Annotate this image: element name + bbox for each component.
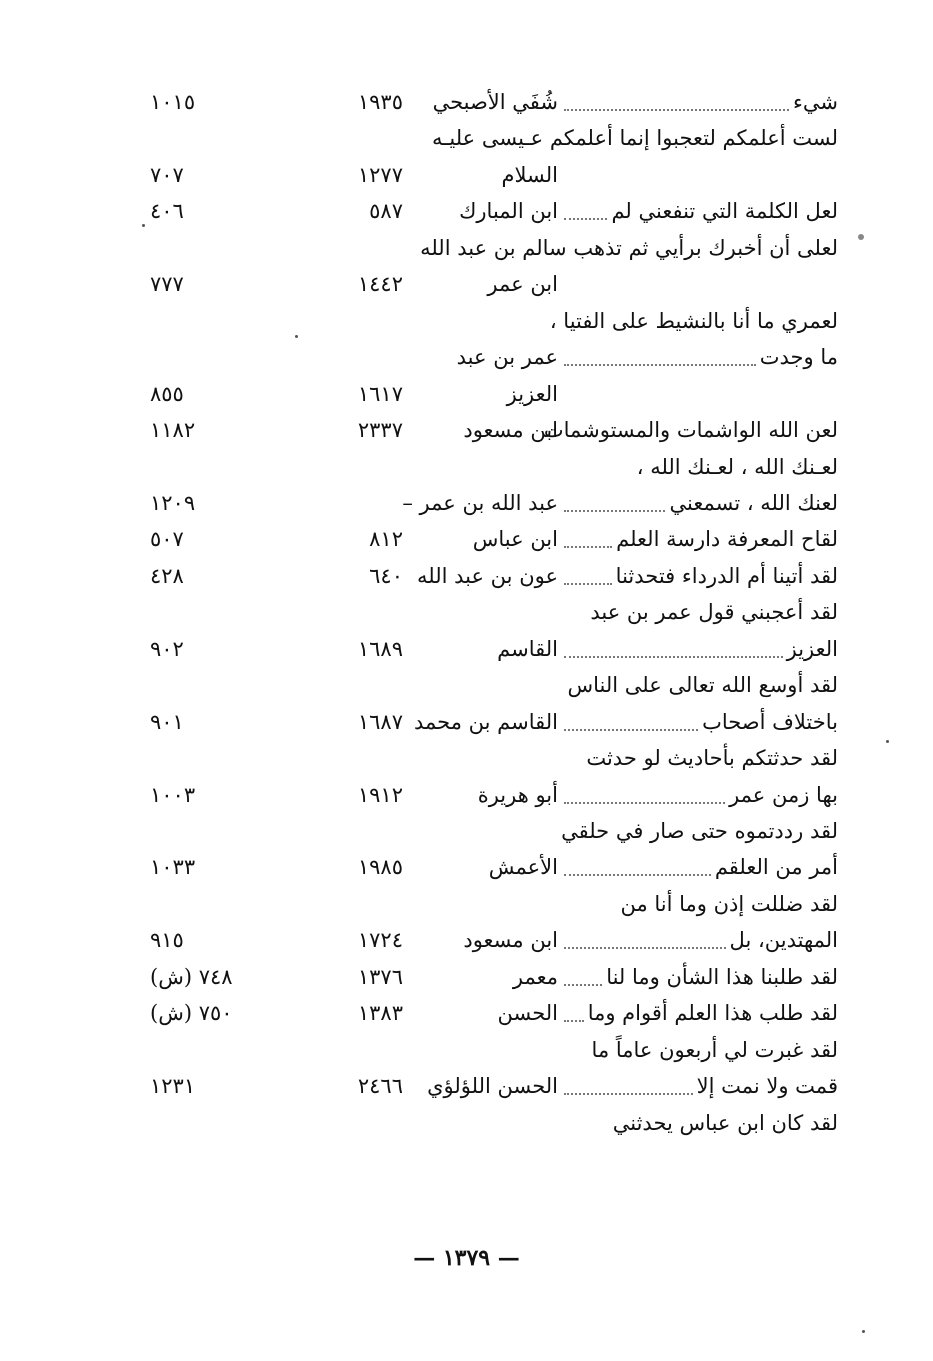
scan-speck: [858, 234, 864, 240]
entry-text: لعمري ما أنا بالنشيط على الفتيا ،: [549, 309, 838, 333]
narrator-name: عمر بن عبد: [456, 345, 558, 369]
narrator-name: ابن مسعود: [463, 418, 558, 442]
page-reference: ٩٠١: [150, 710, 184, 734]
narrator-name: ابن مسعود: [463, 928, 558, 952]
entry-text-cell: [560, 849, 838, 885]
narrator-name: شُفَي الأصبحي: [432, 90, 558, 114]
entry-text-cell: [560, 959, 838, 995]
narrator-name: الحسن اللؤلؤي: [427, 1074, 558, 1098]
index-entry-row: [78, 266, 838, 302]
entry-text: لقد أوسع الله تعالى على الناس: [567, 673, 838, 697]
reference-number: ٢٤٦٦: [357, 1074, 403, 1098]
page-reference: ٨٥٥: [150, 382, 184, 406]
reference-number: ٢٣٣٧: [357, 418, 403, 442]
entry-text-cell: [560, 485, 838, 521]
page-reference: ١٠٣٣: [150, 855, 196, 879]
reference-number: ١٢٧٧: [357, 163, 403, 187]
leader-dots: [564, 656, 783, 658]
leader-dots: [564, 546, 612, 548]
index-entry-row: [78, 886, 838, 922]
leader-dots: [564, 729, 698, 731]
reference-number: ١٦٨٩: [357, 637, 403, 661]
index-entry-row: [78, 303, 838, 339]
entry-text: لقاح المعرفة دارسة العلم: [616, 527, 838, 551]
entry-text-cell: [560, 995, 838, 1031]
narrator-name: القاسم: [497, 637, 558, 661]
index-entry-row: [78, 959, 838, 995]
leader-dots: [564, 874, 711, 876]
index-entry-row: [78, 631, 838, 667]
reference-number: ١٩١٢: [357, 783, 403, 807]
narrator-name: القاسم بن محمد: [414, 710, 558, 734]
entry-text-cell: [560, 777, 838, 813]
reference-number: ١٣٨٣: [357, 1001, 403, 1025]
index-entry-row: [78, 376, 838, 412]
index-entry-row: [78, 704, 838, 740]
index-entry-row: [78, 777, 838, 813]
leader-dots: [564, 1020, 584, 1022]
entry-text: لقد طلب هذا العلم أقوام وما: [587, 1001, 838, 1025]
page-reference: ١١٨٢: [150, 418, 196, 442]
page-reference: ٤٠٦: [150, 199, 184, 223]
reference-number: ٦٤٠: [369, 564, 403, 588]
leader-dots: [564, 218, 607, 220]
leader-dots: [564, 947, 726, 949]
index-entry-row: [78, 849, 838, 885]
entry-text-cell: [560, 1068, 838, 1104]
entry-text-cell: [560, 558, 838, 594]
entry-text: أمر من العلقم: [714, 855, 838, 879]
index-entry-row: [78, 995, 838, 1031]
page-reference: ٧٤٨ (ش): [150, 965, 233, 989]
entry-text: لعنك الله ، تسمعني: [669, 491, 838, 515]
narrator-name: عون بن عبد الله: [417, 564, 558, 588]
index-entry-row: [78, 813, 838, 849]
narrator-name: الأعمش: [488, 855, 558, 879]
reference-number: ١٤٤٢: [357, 272, 403, 296]
page-reference: ١٢٣١: [150, 1074, 196, 1098]
page-number: — ١٣٧٩ —: [413, 1245, 520, 1271]
entry-text: لقد ضللت إذن وما أنا من: [620, 892, 838, 916]
index-entry-row: [78, 594, 838, 630]
page-reference: ١٠٠٣: [150, 783, 196, 807]
entry-text-cell: [560, 521, 838, 557]
scan-speck: [862, 1330, 865, 1333]
narrator-name: السلام: [501, 163, 558, 187]
entry-text-cell: [560, 704, 838, 740]
narrator-name: معمر: [512, 965, 558, 989]
narrator-name: أبو هريرة: [477, 783, 558, 807]
page-reference: ٧٥٠ (ش): [150, 1001, 233, 1025]
index-entry-row: [78, 521, 838, 557]
index-entry-row: [78, 157, 838, 193]
narrator-name: الحسن: [497, 1001, 558, 1025]
entry-text: لعل الكلمة التي تنفعني لم: [611, 199, 838, 223]
index-entry-row: [78, 412, 838, 448]
entry-text: لقد غبرت لي أربعون عاماً ما: [591, 1038, 838, 1062]
entry-text: بها زمن عمر: [729, 783, 838, 807]
leader-dots: [564, 984, 602, 986]
entry-text-cell: [560, 922, 838, 958]
reference-number: ١٣٧٦: [357, 965, 403, 989]
leader-dots: [564, 802, 725, 804]
entry-text-cell: [560, 193, 838, 229]
entry-text: ما وجدت: [759, 345, 838, 369]
entry-text: لست أعلمكم لتعجبوا إنما أعلمكم عـيسى عليـه: [431, 126, 838, 150]
entry-text: لقد حدثتكم بأحاديث لو حدثت: [586, 746, 838, 770]
reference-number: ١٧٢٤: [357, 928, 403, 952]
entry-text: قمت ولا نمت إلا: [696, 1074, 838, 1098]
entry-text: العزيز: [786, 637, 838, 661]
index-entry-row: [78, 339, 838, 375]
entry-text: لقد كان ابن عباس يحدثني: [612, 1111, 838, 1135]
index-entry-row: [78, 1032, 838, 1068]
entry-text: شيء: [793, 90, 838, 114]
entry-text: لعـنك الله ، لعـنك الله ،: [636, 455, 838, 479]
entry-text: باختلاف أصحاب: [702, 710, 838, 734]
entry-text: لعن الله الواشمات والمستوشمات: [543, 418, 838, 442]
page-reference: ١٠١٥: [150, 90, 196, 114]
reference-number: ٨١٢: [369, 527, 403, 551]
scan-speck: [142, 224, 145, 227]
leader-dots: [564, 364, 756, 366]
reference-number: ١٩٣٥: [357, 90, 403, 114]
index-entry-row: [78, 193, 838, 229]
entry-text: لقد أتينا أم الدرداء فتحدثنا: [615, 564, 838, 588]
entry-text: المهتدين، بل: [729, 928, 838, 952]
scan-speck: [295, 335, 298, 338]
page-reference: ٧٧٧: [150, 272, 184, 296]
entry-text-cell: [560, 339, 838, 375]
page-reference: ١٢٠٩: [150, 491, 196, 515]
index-entry-row: [78, 230, 838, 266]
entry-text-cell: [560, 84, 838, 120]
index-entry-row: [78, 449, 838, 485]
narrator-name: ابن عباس: [472, 527, 558, 551]
reference-number: ٥٨٧: [369, 199, 403, 223]
index-entry-row: [78, 120, 838, 156]
narrator-name: ابن المبارك: [459, 199, 558, 223]
index-entry-row: [78, 667, 838, 703]
index-entry-row: [78, 84, 838, 120]
index-entry-row: [78, 558, 838, 594]
entry-text: لقد أعجبني قول عمر بن عبد: [590, 600, 838, 624]
index-entry-row: [78, 740, 838, 776]
leader-dots: [564, 583, 612, 585]
leader-dots: [564, 1093, 693, 1095]
narrator-name: العزيز: [506, 382, 558, 406]
entry-text: لقد رددتموه حتى صار في حلقي: [561, 819, 838, 843]
page-reference: ٤٢٨: [150, 564, 184, 588]
reference-number: ١٩٨٥: [357, 855, 403, 879]
reference-number: ١٦٨٧: [357, 710, 403, 734]
entry-text-cell: [543, 412, 838, 448]
scan-speck: [886, 740, 889, 743]
leader-dots: [564, 510, 665, 512]
narrator-name: ابن عمر: [487, 272, 558, 296]
leader-dots: [564, 109, 789, 111]
reference-number: ١٦١٧: [357, 382, 403, 406]
entry-text: لعلى أن أخبرك برأيي ثم تذهب سالم بن عبد الله: [420, 236, 838, 260]
page-reference: ٩٠٢: [150, 637, 184, 661]
page-reference: ٩١٥: [150, 928, 184, 952]
index-entry-row: [78, 1105, 838, 1141]
page-reference: ٧٠٧: [150, 163, 184, 187]
index-entry-row: [78, 922, 838, 958]
entry-text: لقد طلبنا هذا الشأن وما لنا: [606, 965, 838, 989]
narrator-name: عبد الله بن عمر –: [402, 491, 558, 515]
index-entry-row: [78, 1068, 838, 1104]
entry-text-cell: [560, 631, 838, 667]
index-entry-row: [78, 485, 838, 521]
page-reference: ٥٠٧: [150, 527, 184, 551]
